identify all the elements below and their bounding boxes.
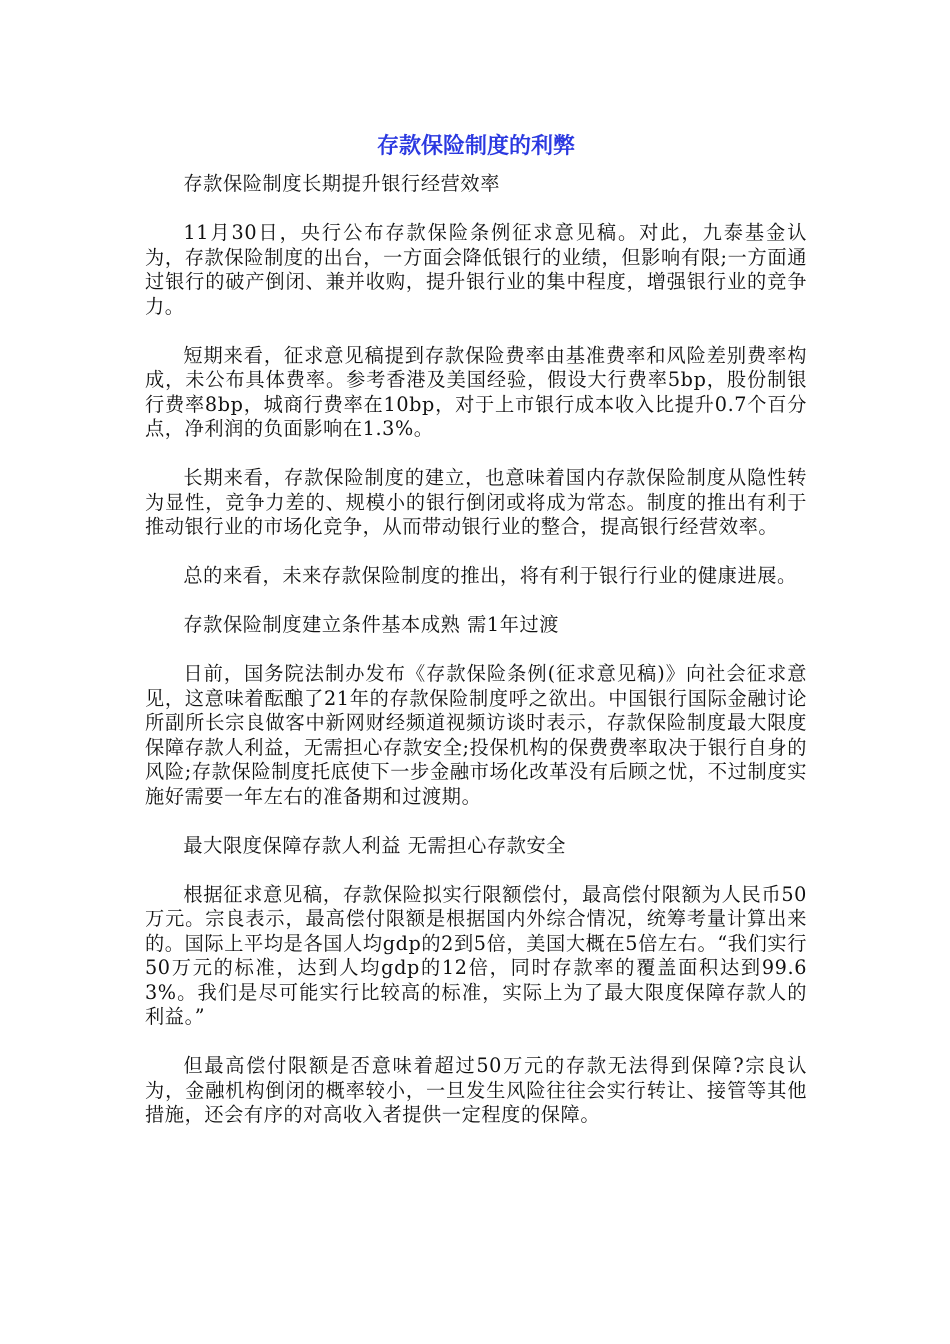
document-page bbox=[145, 132, 807, 1152]
paragraph-payout-limit: 根据征求意见稿，存款保险拟实行限额偿付，最高偿付限额为人民币50万元。宗良表示，最高偿付限额是根据国内外综合情况，统筹考量计算出来的。国际上平均是各国人均gdp的2到5倍，美国大概在5倍左右。“我们实行50万元的标准，达到人均gdp的12倍，同时存款率的覆盖面积达到99.63%。我们是尽可能实行比较高的标准，实际上为了最大限度保障存款人的利益。” bbox=[145, 882, 807, 1028]
paragraph-long-term: 长期来看，存款保险制度的建立，也意味着国内存款保险制度从隐性转为显性，竞争力差的、规模小的银行倒闭或将成为常态。制度的推出有利于推动银行业的市场化竞争，从而带动银行业的整合，提高银行经营效率。 bbox=[145, 466, 807, 538]
paragraph-above-limit: 但最高偿付限额是否意味着超过50万元的存款无法得到保障?宗良认为，金融机构倒闭的概率较小，一旦发生风险往往会实行转让、接管等其他措施，还会有序的对高收入者提供一定程度的保障。 bbox=[145, 1054, 807, 1126]
section-subtitle-protection: 最大限度保障存款人利益 无需担心存款安全 bbox=[183, 833, 567, 857]
paragraph-state-council: 日前，国务院法制办发布《存款保险条例(征求意见稿)》向社会征求意见，这意味着酝酿了21年的存款保险制度呼之欲出。中国银行国际金融讨论所副所长宗良做客中新网财经频道视频访谈时表示，存款保险制度最大限度保障存款人利益，无需担心存款安全;投保机构的保费费率取决于银行自身的风险;存款保险制度托底使下一步金融市场化改革没有后顾之忧，不过制度实施好需要一年左右的准备期和过渡期。 bbox=[145, 662, 807, 808]
paragraph-announcement: 11月30日，央行公布存款保险条例征求意见稿。对此，九泰基金认为，存款保险制度的出台，一方面会降低银行的业绩，但影响有限;一方面通过银行的破产倒闭、兼并收购，提升银行业的集中程度，增强银行业的竞争力。 bbox=[145, 221, 807, 318]
section-subtitle-long-term: 存款保险制度长期提升银行经营效率 bbox=[183, 172, 500, 195]
paragraph-short-term: 短期来看，征求意见稿提到存款保险费率由基准费率和风险差别费率构成，未公布具体费率。参考香港及美国经验，假设大行费率5bp，股份制银行费率8bp，城商行费率在10bp，对于上市银行成本收入比提升0.7个百分点，净利润的负面影响在1.3%。 bbox=[145, 343, 807, 440]
paragraph-summary: 总的来看，未来存款保险制度的推出，将有利于银行行业的健康进展。 bbox=[183, 564, 797, 587]
document-title: 存款保险制度的利弊 bbox=[376, 134, 575, 159]
section-subtitle-transition: 存款保险制度建立条件基本成熟 需1年过渡 bbox=[183, 613, 560, 636]
